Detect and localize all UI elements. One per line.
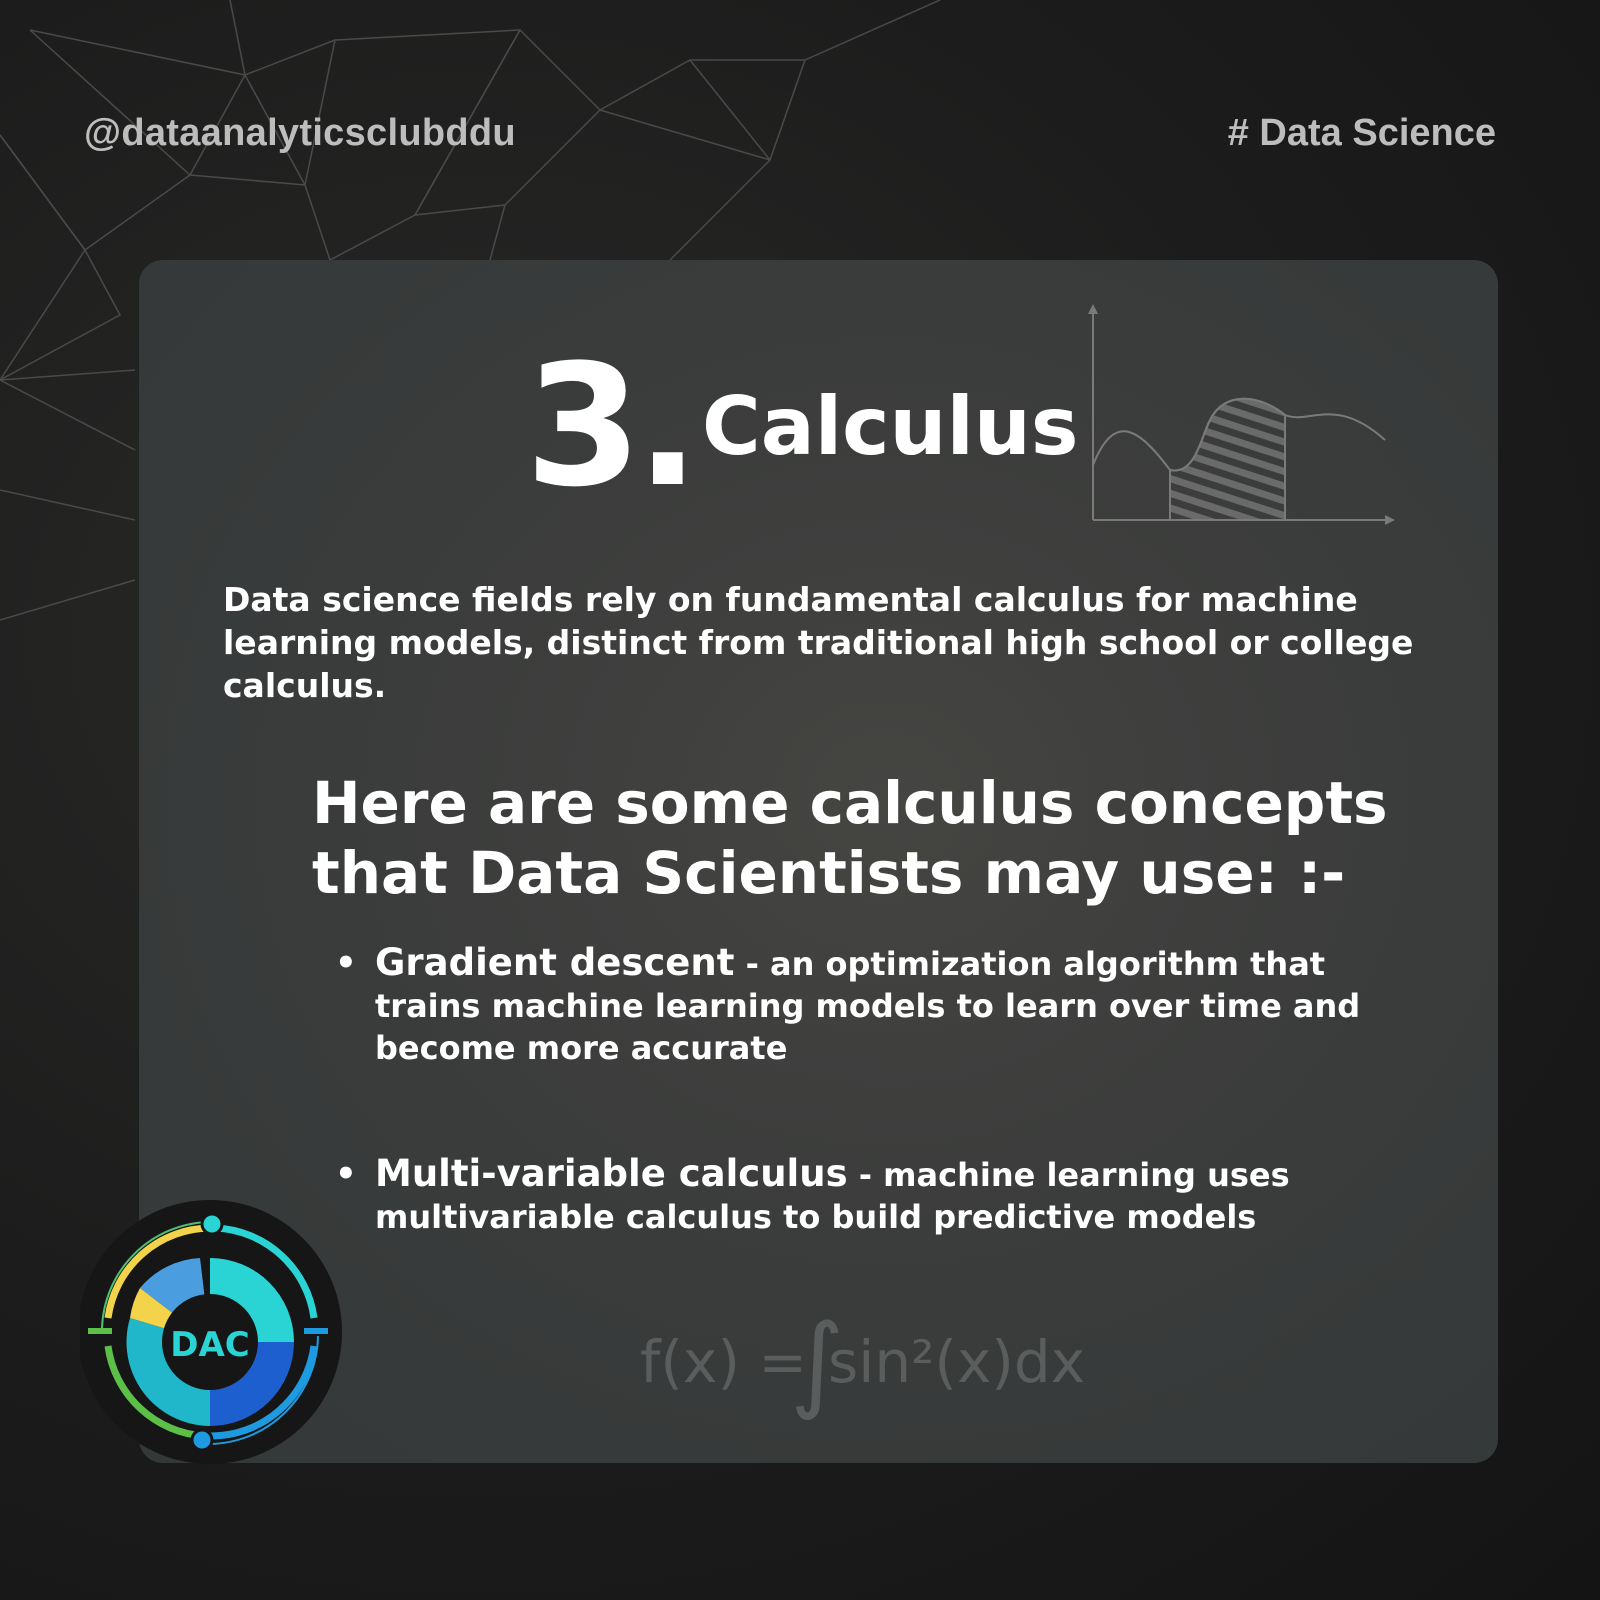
concept-separator: - xyxy=(847,1156,884,1194)
concept-description: machine learning uses multivariable calculus to build predictive models xyxy=(375,1156,1290,1236)
account-handle: @dataanalyticsclubddu xyxy=(84,112,516,154)
list-item xyxy=(335,941,1395,1069)
formula-rhs: sin²(x)dx xyxy=(828,1328,1086,1396)
formula-lhs: f(x) = xyxy=(640,1328,808,1396)
list-item xyxy=(335,1152,1395,1238)
section-number: 3. xyxy=(525,328,694,524)
concept-term: Gradient descent xyxy=(375,941,735,984)
bullet-icon: • xyxy=(335,1154,357,1194)
formula-integral: ∫ xyxy=(790,1310,845,1420)
formula-watermark xyxy=(640,1310,1120,1420)
dac-logo xyxy=(80,1200,360,1480)
bullet-icon: • xyxy=(335,943,357,983)
topic-hashtag: # Data Science xyxy=(1227,112,1496,154)
integral-graph-illustration xyxy=(1085,300,1405,530)
concept-term: Multi-variable calculus xyxy=(375,1152,848,1195)
logo-text: DAC xyxy=(170,1325,250,1365)
concepts-heading: Here are some calculus concepts that Data Scientists may use: :- xyxy=(312,769,1388,907)
intro-paragraph: Data science fields rely on fundamental calculus for machine learning models, distinct from traditional high school or college calculus. xyxy=(223,580,1414,705)
concept-description: an optimization algorithm that trains machine learning models to learn over time and become more accurate xyxy=(375,945,1361,1067)
concept-separator: - xyxy=(734,945,770,983)
section-title: Calculus xyxy=(702,380,1079,473)
